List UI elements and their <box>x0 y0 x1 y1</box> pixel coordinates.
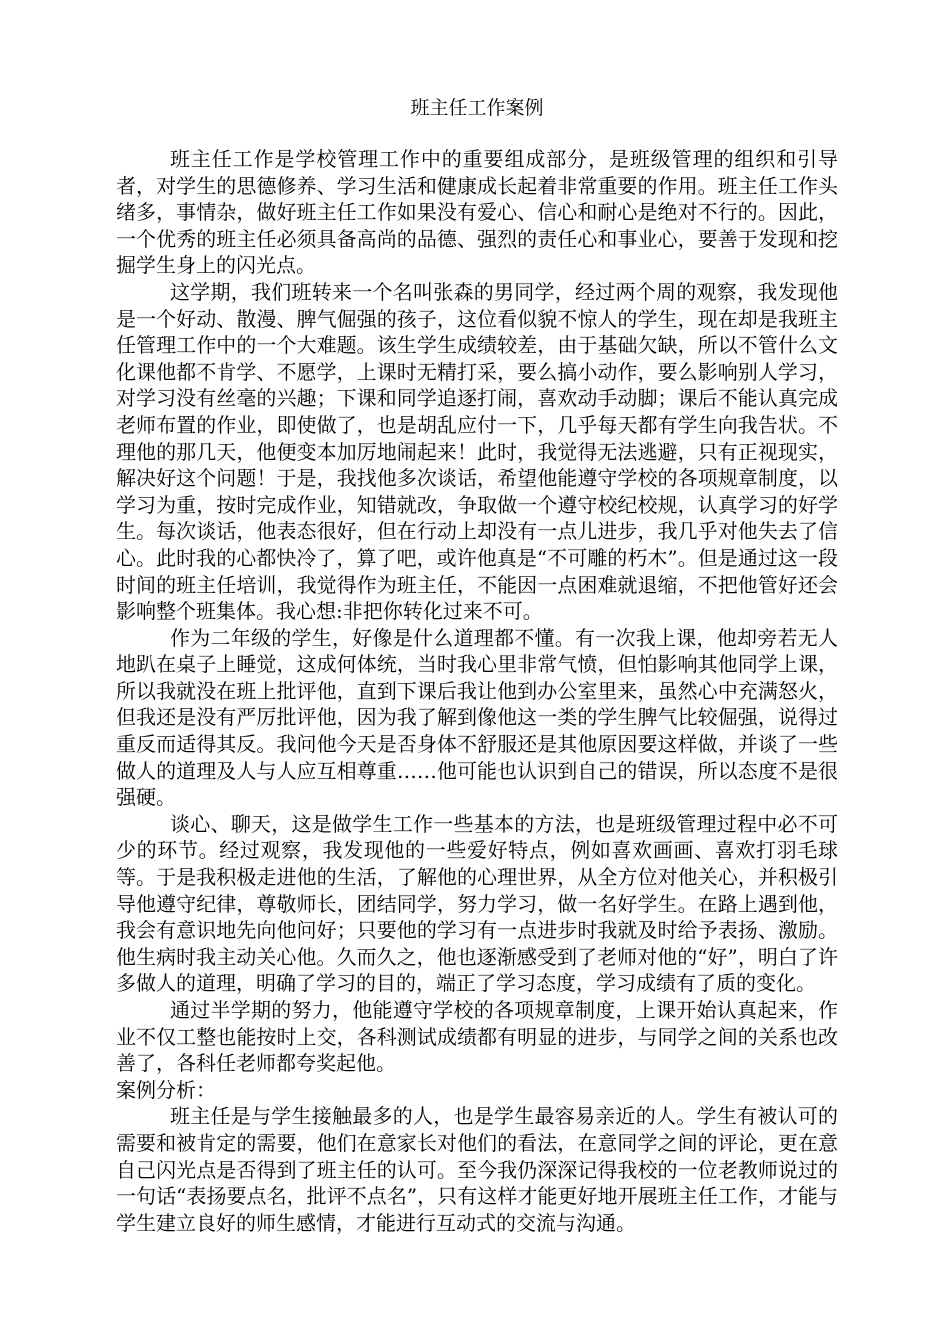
paragraph-classroom-incident: 作为二年级的学生，好像是什么道理都不懂。有一次我上课，他却旁若无人地趴在桌子上睡觉，这成何体统，当时我心里非常气愤，但怕影响其他同学上课，所以我就没在班上批评他，直到下课后我让他到办公室里来，虽然心中充满怒火，但我还是没有严厉批评他，因为我了解到像他这一类的学生脾气比较倔强，说得过重反而适得其反。我问他今天是否身体不舒服还是其他原因要这样做，并谈了一些做人的道理及人与人应互相尊重……他可能也认识到自己的错误，所以态度不是很强硬。 <box>116 625 838 810</box>
document-body <box>116 146 838 1236</box>
paragraph-case-background: 这学期，我们班转来一个名叫张森的男同学，经过两个周的观察，我发现他是一个好动、散漫、脾气倔强的孩子，这位看似貌不惊人的学生，现在却是我班主任管理工作中的一个大难题。该生学生成绩较差，由于基础欠缺，所以不管什么文化课他都不肯学、不愿学，上课时无精打采，要么搞小动作，要么影响别人学习，对学习没有丝毫的兴趣；下课和同学追逐打闹，喜欢动手动脚；课后不能认真完成老师布置的作业，即使做了，也是胡乱应付一下，几乎每天都有学生向我告状。不理他的那几天，他便变本加厉地闹起来！此时，我觉得无法逃避，只有正视现实，解决好这个问题！于是，我找他多次谈话，希望他能遵守学校的各项规章制度，以学习为重，按时完成作业，知错就改，争取做一个遵守校纪校规，认真学习的好学生。每次谈话，他表态很好，但在行动上却没有一点儿进步，我几乎对他失去了信心。此时我的心都快冷了，算了吧，或许他真是“不可雕的朽木”。但是通过这一段时间的班主任培训，我觉得作为班主任，不能因一点困难就退缩，不把他管好还会影响整个班集体。我心想:非把你转化过来不可。 <box>116 279 838 624</box>
paragraph-heart-to-heart: 谈心、聊天，这是做学生工作一些基本的方法，也是班级管理过程中必不可少的环节。经过观察，我发现他的一些爱好特点，例如喜欢画画、喜欢打羽毛球等。于是我积极走进他的生活，了解他的心理世界，从全方位对他关心，并积极引导他遵守纪律，尊敬师长，团结同学，努力学习，做一名好学生。在路上遇到他，我会有意识地先向他问好；只要他的学习有一点进步时我就及时给予表扬、激励。他生病时我主动关心他。久而久之，他也逐渐感受到了老师对他的“好”，明白了许多做人的道理，明确了学习的目的，端正了学习态度，学习成绩有了质的变化。 <box>116 811 838 996</box>
paragraph-intro: 班主任工作是学校管理工作中的重要组成部分，是班级管理的组织和引导者，对学生的思德修养、学习生活和健康成长起着非常重要的作用。班主任工作头绪多，事情杂，做好班主任工作如果没有爱心、信心和耐心是绝对不行的。因此，一个优秀的班主任必须具备高尚的品德、强烈的责任心和事业心，要善于发现和挖掘学生身上的闪光点。 <box>116 147 838 278</box>
paragraph-result: 通过半学期的努力，他能遵守学校的各项规章制度，上课开始认真起来，作业不仅工整也能按时上交，各科测试成绩都有明显的进步，与同学之间的关系也改善了，各科任老师都夸奖起他。 <box>116 998 838 1076</box>
document-title: 班主任工作案例 <box>410 97 544 119</box>
analysis-label: 案例分析： <box>116 1077 216 1102</box>
document-page <box>116 0 838 1344</box>
paragraph-analysis: 班主任是与学生接触最多的人，也是学生最容易亲近的人。学生有被认可的需要和被肯定的需要，他们在意家长对他们的看法，在意同学之间的评论，更在意自己闪光点是否得到了班主任的认可。至今我仍深深记得我校的一位老教师说过的一句话“表扬要点名，批评不点名”，只有这样才能更好地开展班主任工作，才能与学生建立良好的师生感情，才能进行互动式的交流与沟通。 <box>116 1104 838 1235</box>
